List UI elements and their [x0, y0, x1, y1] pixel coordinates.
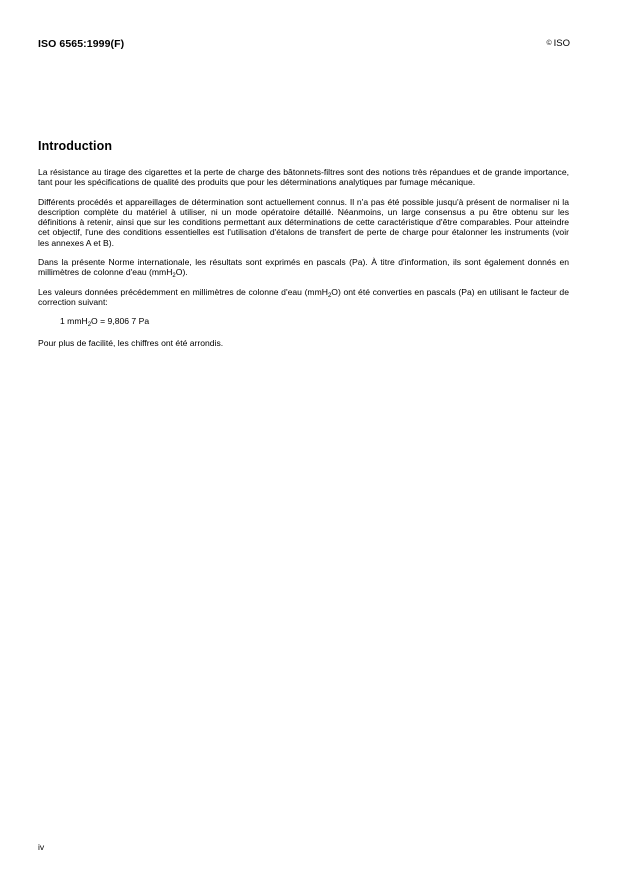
paragraph-units-end: O). [175, 267, 188, 278]
paragraph-conversion [38, 287, 569, 308]
paragraph-draw-resistance: La résistance au tirage des cigarettes et la perte de charge des bâtonnets-filtres sont des notions très répandues et de grande importance, tant pour les spécifications de qualité des produits que pour les déterminations analytiques par fumage mécanique. [38, 167, 569, 188]
paragraph-rounding: Pour plus de facilité, les chiffres ont été arrondis. [38, 337, 224, 348]
page-number: iv [38, 842, 45, 852]
document-identifier: ISO 6565:1999(F) [38, 38, 125, 50]
paragraph-procedures: Différents procédés et appareillages de détermination sont actuellement connus. Il n'a pas été possible jusqu'à présent de normaliser ni la description complète du matériel à utiliser, ni un mode opératoire détaillé. Néanmoins, un large consensus a pu être obtenu sur les définitions à retenir, ainsi que sur les conditions permettant aux déterminations de cette caractéristique d'être comparables. Pour atteindre cet objectif, l'une des conditions essentielles est l'utilisation d'étalons de transfert de perte de charge pour étalonner les instruments (voir les annexes A et B). [38, 196, 569, 248]
copyright-owner: ISO [553, 38, 570, 49]
conversion-formula [60, 316, 569, 329]
section-title: Introduction [38, 139, 113, 153]
copyright-notice [546, 38, 570, 49]
paragraph-conversion-text: Les valeurs données précédemment en millimètres de colonne d'eau (mmH [38, 286, 328, 297]
copyright-symbol: © [546, 40, 552, 47]
formula-left: 1 mmH [60, 316, 88, 327]
subscript-two: 2 [327, 292, 332, 299]
paragraph-units [38, 257, 569, 278]
subscript-two: 2 [172, 273, 176, 280]
paragraph-conversion-end: O) ont été converties en pascals (Pa) en utilisant le facteur de correction suivant: [38, 286, 569, 307]
main-content [38, 139, 569, 357]
formula-right: O = 9,806 7 Pa [91, 316, 150, 327]
formula-subscript: 2 [87, 322, 92, 329]
paragraph-units-text: Dans la présente Norme internationale, les résultats sont exprimés en pascals (Pa). À titre d'information, ils sont également donnés en millimètres de colonne d'eau (mmH [38, 257, 569, 278]
